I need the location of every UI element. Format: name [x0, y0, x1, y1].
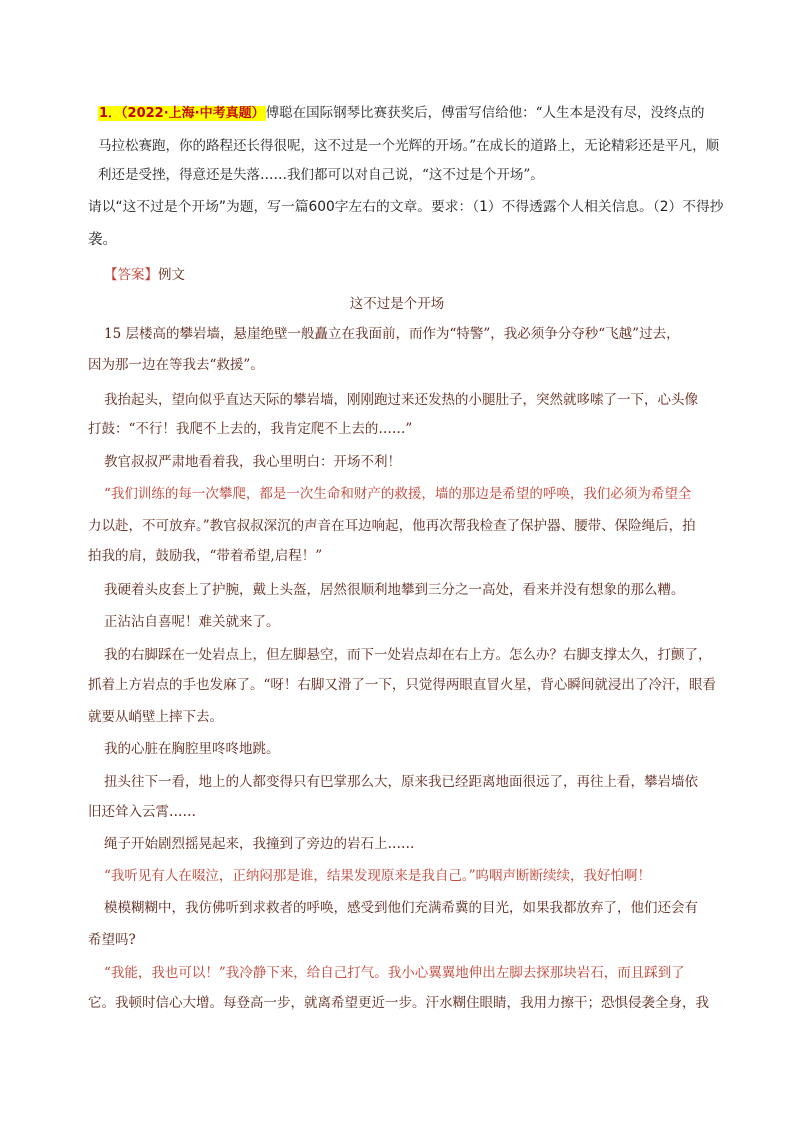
- essay-paragraph-line: 力以赴，不可放弃。”教官叔叔深沉的声音在耳边响起，他再次帮我检查了保护器、腰带、保险绳后，拍: [88, 518, 696, 534]
- question-source-tag: 1．（2022·上海·中考真题）: [99, 106, 265, 121]
- answer-heading: [104, 265, 185, 285]
- answer-label-suffix: 例文: [158, 267, 185, 283]
- question-line-3: 利还是受挫，得意还是失落……我们都可以对自己说，“这不过是个开场”。: [98, 167, 544, 183]
- essay-paragraph-line: 就要从峭壁上摔下去。: [88, 709, 223, 725]
- essay-paragraph-line: “我听见有人在啜泣，正纳闷那是谁，结果发现原来是我自己。”呜咽声断断续续，我好怕啊！: [104, 868, 652, 884]
- answer-label: 【答案】: [104, 267, 158, 283]
- essay-paragraph-line: “我们训练的每一次攀爬，都是一次生命和财产的救援，墙的那边是希望的呼唤，我们必须为希望全: [104, 486, 692, 502]
- question-line-2: 马拉松赛跑，你的路程还长得很呢，这不过是一个光辉的开场。”在成长的道路上，无论精彩还是平凡，顺: [98, 138, 720, 154]
- essay-paragraph-line: 15 层楼高的攀岩墙，悬崖绝壁一般矗立在我面前，而作为“特警”，我必须争分夺秒“飞越”过去，: [104, 326, 680, 342]
- essay-paragraph-line: “我能，我也可以！”我冷静下来，给自己打气。我小心翼翼地伸出左脚去探那块岩石，而且踩到了: [104, 965, 685, 981]
- essay-title: 这不过是个开场: [349, 296, 445, 312]
- essay-paragraph-line: 因为那一边在等我去“救援”。: [88, 357, 264, 373]
- question-requirement-line-end: 袭。: [88, 232, 117, 248]
- essay-paragraph-line: 希望吗?: [88, 932, 136, 948]
- essay-paragraph-line: 扭头往下一看，地上的人都变得只有巴掌那么大，原来我已经距离地面很远了，再往上看，攀岩墙依: [104, 774, 698, 790]
- essay-paragraph-line: 旧还耸入云霄……: [88, 804, 196, 820]
- question-requirement-line: 请以“这不过是个开场”为题，写一篇600字左右的文章。要求：（1）不得透露个人相关信息。（2）不得抄: [88, 199, 724, 215]
- question-line-1: [98, 103, 705, 124]
- essay-paragraph-line: 我硬着头皮套上了护腕，戴上头盔，居然很顺利地攀到三分之一高处，看来并没有想象的那么糟。: [104, 582, 685, 598]
- essay-paragraph-line: 教官叔叔严肃地看着我，我心里明白：开场不利！: [104, 454, 401, 470]
- essay-paragraph-line: 绳子开始剧烈摇晃起来，我撞到了旁边的岩石上……: [104, 836, 415, 852]
- essay-paragraph-line: 抓着上方岩点的手也发麻了。“呀！右脚又滑了一下，只觉得两眼直冒火星，背心瞬间就浸出了冷汗，眼看: [88, 677, 716, 693]
- essay-paragraph-line: 我的右脚踩在一处岩点上，但左脚悬空，而下一处岩点却在右上方。怎么办？右脚支撑太久，打颤了，: [104, 647, 712, 663]
- essay-paragraph-line: 我抬起头，望向似乎直达天际的攀岩墙，刚刚跑过来还发热的小腿肚子，突然就哆嗦了一下，心头像: [104, 392, 698, 408]
- essay-paragraph-line: 模模糊糊中，我仿佛听到求救者的呼唤，感受到他们充满希冀的目光，如果我都放弃了，他们还会有: [104, 900, 698, 916]
- essay-paragraph-line: 它。我顿时信心大增。每登高一步，就离希望更近一步。汗水糊住眼睛，我用力擦干；恐惧侵袭全身，我: [88, 995, 709, 1011]
- essay-paragraph-line: 正沾沾自喜呢！难关就来了。: [104, 614, 280, 630]
- essay-paragraph-line: 打鼓：“不行！我爬不上去的，我肯定爬不上去的……”: [88, 421, 413, 437]
- question-text: 傅聪在国际钢琴比赛获奖后，傅雷写信给他：“人生本是没有尽，没终点的: [265, 105, 705, 121]
- essay-paragraph-line: 拍我的肩，鼓励我，“带着希望,启程！”: [88, 548, 323, 564]
- essay-paragraph-line: 我的心脏在胸腔里咚咚地跳。: [104, 741, 280, 757]
